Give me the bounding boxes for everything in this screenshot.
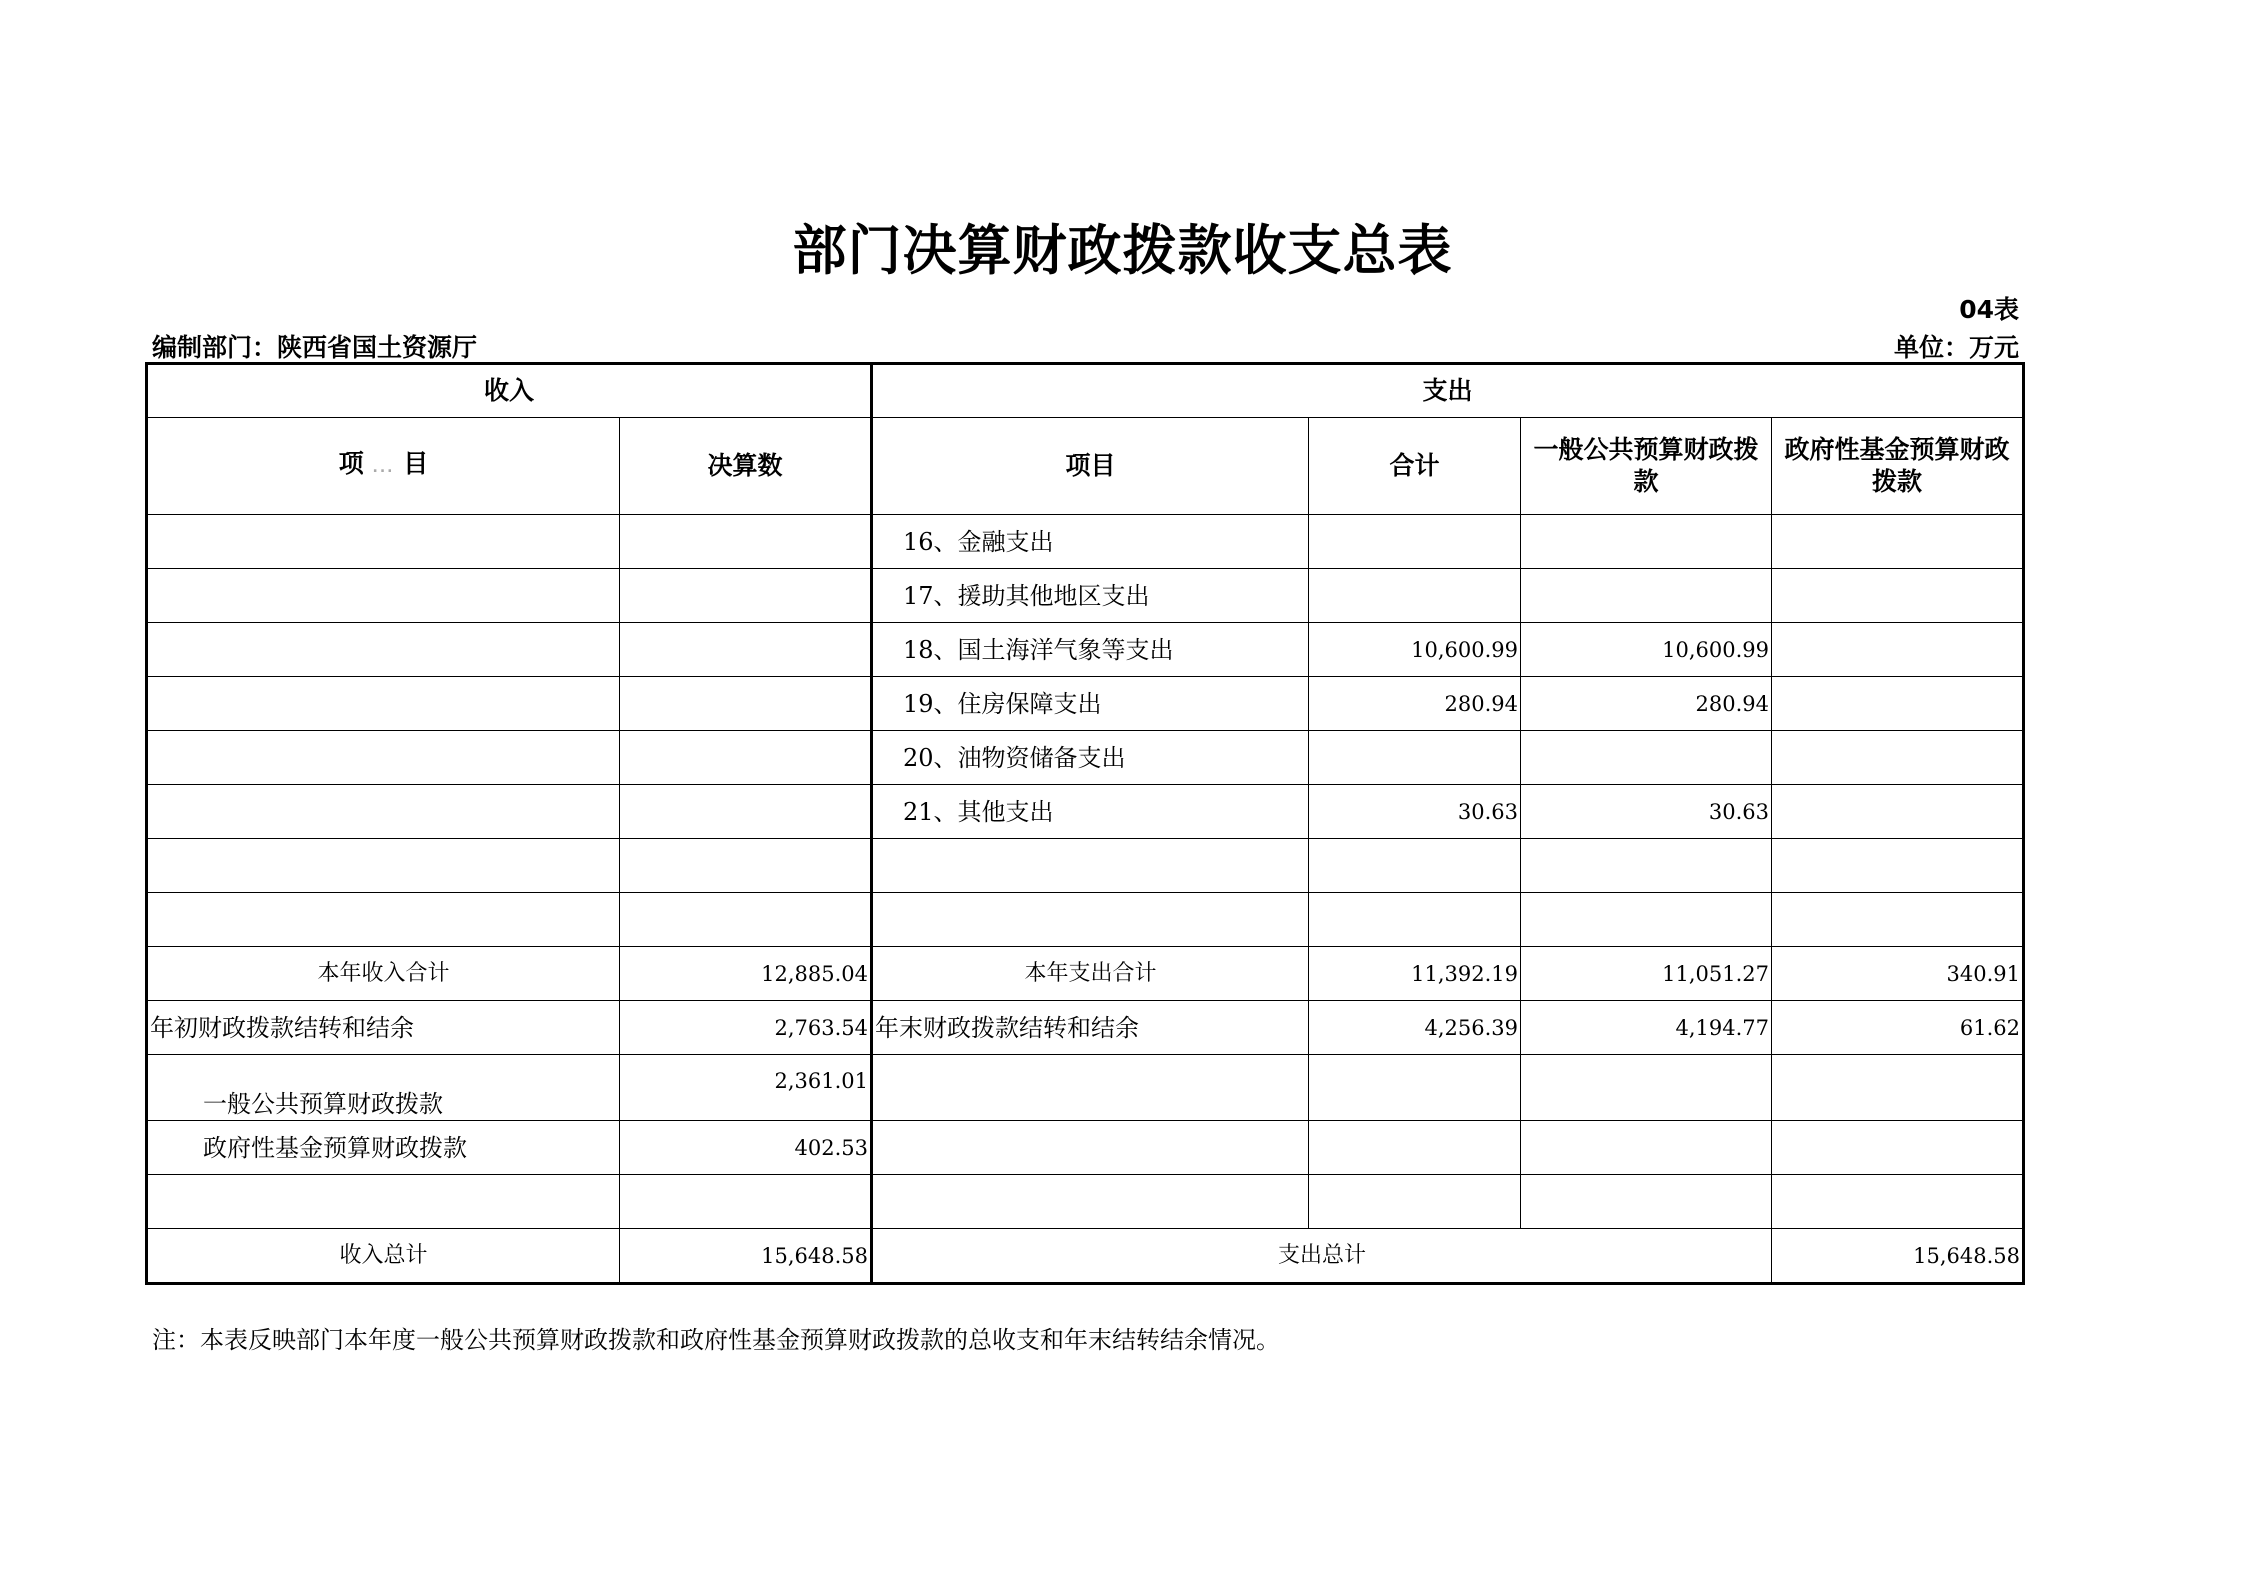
year-expense-general-value: 11,051.27 (1521, 947, 1772, 1001)
empty-cell (620, 893, 872, 947)
item-header-part-a: 项 (338, 449, 364, 478)
carryover-row (147, 1001, 2024, 1055)
begin-carryover-value: 2,763.54 (620, 1001, 872, 1055)
expense-fund-cell (1772, 677, 2024, 731)
table-row (147, 785, 2024, 839)
table-row (147, 839, 2024, 893)
expense-item-cell: 19、住房保障支出 (872, 677, 1309, 731)
empty-cell (147, 1175, 620, 1229)
year-expense-total-value: 11,392.19 (1309, 947, 1521, 1001)
expense-general-cell: 30.63 (1521, 785, 1772, 839)
empty-cell (1521, 893, 1772, 947)
total-header: 合计 (1309, 418, 1521, 515)
sub-fund-value: 402.53 (620, 1121, 872, 1175)
expense-general-cell (1521, 515, 1772, 569)
page-title: 部门决算财政拨款收支总表 (792, 219, 1453, 282)
expense-item-cell: 17、援助其他地区支出 (872, 569, 1309, 623)
sub-general-value: 2,361.01 (620, 1055, 872, 1121)
year-total-row (147, 947, 2024, 1001)
income-value-cell (620, 569, 872, 623)
empty-cell (620, 1175, 872, 1229)
expense-item-header: 项目 (872, 418, 1309, 515)
expense-total-cell (1309, 731, 1521, 785)
year-expense-fund-value: 340.91 (1772, 947, 2024, 1001)
expense-total-cell: 280.94 (1309, 677, 1521, 731)
header-row-group (147, 364, 2024, 418)
expense-general-cell: 280.94 (1521, 677, 1772, 731)
general-budget-header: 一般公共预算财政拨款 (1521, 418, 1772, 515)
sub-general-label: 一般公共预算财政拨款 (147, 1055, 620, 1121)
carryover-sub-row (147, 1055, 2024, 1121)
empty-cell (620, 839, 872, 893)
expense-general-cell (1521, 731, 1772, 785)
year-income-total-label: 本年收入合计 (147, 947, 620, 1001)
empty-cell (147, 839, 620, 893)
end-carryover-fund: 61.62 (1772, 1001, 2024, 1055)
grand-total-row (147, 1229, 2024, 1284)
empty-cell (1521, 1121, 1772, 1175)
empty-cell (1521, 1055, 1772, 1121)
expense-fund-cell (1772, 731, 2024, 785)
item-header-dots: ... (372, 460, 395, 476)
expense-total-cell: 10,600.99 (1309, 623, 1521, 677)
year-expense-total-label: 本年支出合计 (872, 947, 1309, 1001)
income-item-cell (147, 569, 620, 623)
table-row (147, 515, 2024, 569)
expense-total-cell (1309, 515, 1521, 569)
expense-total-cell: 30.63 (1309, 785, 1521, 839)
sub-fund-label: 政府性基金预算财政拨款 (147, 1121, 620, 1175)
income-value-cell (620, 785, 872, 839)
end-carryover-total: 4,256.39 (1309, 1001, 1521, 1055)
grand-income-label: 收入总计 (147, 1229, 620, 1284)
grand-income-value: 15,648.58 (620, 1229, 872, 1284)
empty-cell (1772, 839, 2024, 893)
organization-label: 编制部门：陕西省国土资源厅 (152, 333, 478, 362)
empty-cell (1772, 1121, 2024, 1175)
empty-cell (1309, 1055, 1521, 1121)
expense-item-cell: 18、国土海洋气象等支出 (872, 623, 1309, 677)
table-row (147, 569, 2024, 623)
empty-cell (1309, 893, 1521, 947)
table-number: 04表 (1959, 295, 2019, 324)
expense-fund-cell (1772, 785, 2024, 839)
expense-item-cell: 21、其他支出 (872, 785, 1309, 839)
table-row (147, 677, 2024, 731)
table-row (147, 893, 2024, 947)
year-income-total-value: 12,885.04 (620, 947, 872, 1001)
empty-cell (1772, 1055, 2024, 1121)
income-item-cell (147, 785, 620, 839)
empty-cell (1309, 839, 1521, 893)
income-value-cell (620, 515, 872, 569)
grand-expense-label: 支出总计 (872, 1229, 1772, 1284)
expense-item-cell: 20、油物资储备支出 (872, 731, 1309, 785)
expense-total-cell (1309, 569, 1521, 623)
expense-general-cell (1521, 569, 1772, 623)
empty-cell (872, 839, 1309, 893)
income-value-cell (620, 623, 872, 677)
gov-fund-header: 政府性基金预算财政拨款 (1772, 418, 2024, 515)
item-header-part-b: 目 (403, 449, 429, 478)
empty-cell (1521, 839, 1772, 893)
empty-cell (872, 1121, 1309, 1175)
expense-header: 支出 (872, 364, 2024, 418)
expense-fund-cell (1772, 623, 2024, 677)
unit-label: 单位：万元 (1893, 333, 2019, 362)
expense-fund-cell (1772, 569, 2024, 623)
meta-row (152, 328, 2019, 360)
income-item-cell (147, 731, 620, 785)
fiscal-summary-table (145, 362, 2025, 1285)
income-value-cell (620, 677, 872, 731)
empty-cell (147, 893, 620, 947)
empty-cell (872, 1175, 1309, 1229)
table-row (147, 731, 2024, 785)
expense-item-cell: 16、金融支出 (872, 515, 1309, 569)
footnote: 注：本表反映部门本年度一般公共预算财政拨款和政府性基金预算财政拨款的总收支和年末结转结余情况。 (152, 1326, 1280, 1354)
empty-cell (1521, 1175, 1772, 1229)
income-header: 收入 (147, 364, 872, 418)
empty-cell (872, 893, 1309, 947)
table-row (147, 1175, 2024, 1229)
income-item-header (147, 418, 620, 515)
empty-cell (872, 1055, 1309, 1121)
carryover-sub-row (147, 1121, 2024, 1175)
income-value-cell (620, 731, 872, 785)
begin-carryover-label: 年初财政拨款结转和结余 (147, 1001, 620, 1055)
empty-cell (1772, 1175, 2024, 1229)
expense-general-cell: 10,600.99 (1521, 623, 1772, 677)
empty-cell (1309, 1175, 1521, 1229)
end-carryover-label: 年末财政拨款结转和结余 (872, 1001, 1309, 1055)
table-row (147, 623, 2024, 677)
empty-cell (1309, 1121, 1521, 1175)
income-item-cell (147, 515, 620, 569)
expense-fund-cell (1772, 515, 2024, 569)
header-row-columns (147, 418, 2024, 515)
empty-cell (1772, 893, 2024, 947)
final-amount-header: 决算数 (620, 418, 872, 515)
income-item-cell (147, 623, 620, 677)
income-item-cell (147, 677, 620, 731)
end-carryover-general: 4,194.77 (1521, 1001, 1772, 1055)
grand-expense-value: 15,648.58 (1772, 1229, 2024, 1284)
